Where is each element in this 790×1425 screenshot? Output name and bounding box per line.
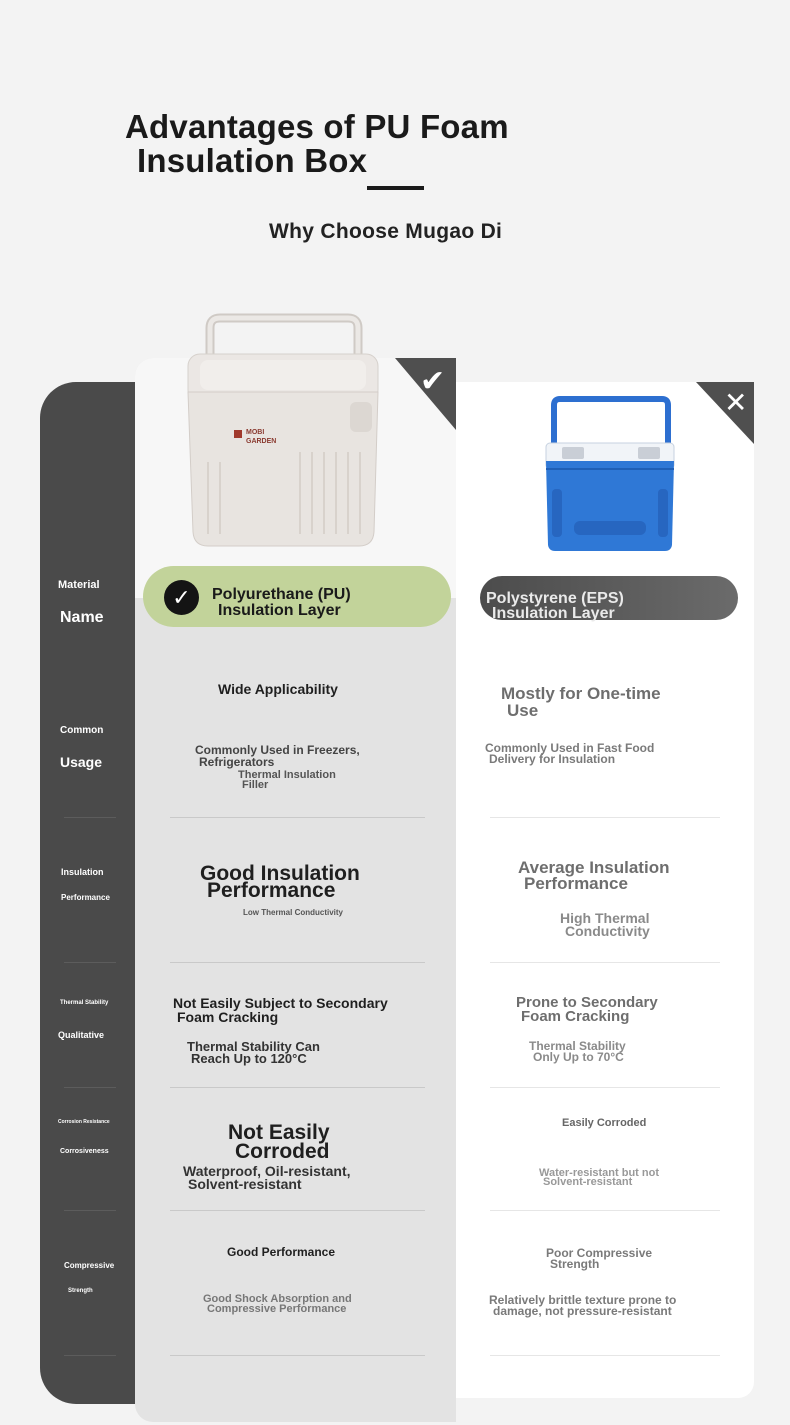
- eps-stability-detail: Thermal Stability Only Up to 70°C: [529, 1039, 626, 1064]
- eps-row-divider: [490, 1087, 720, 1088]
- pu-stability-heading: Not Easily Subject to Secondary Foam Cracking: [173, 995, 388, 1025]
- eps-corrosion-detail: Water-resistant but not Solvent-resistant: [539, 1167, 659, 1188]
- eps-insulation-detail: High Thermal Conductivity: [560, 910, 650, 939]
- label-divider: [64, 817, 116, 818]
- pu-usage-heading: Wide Applicability: [218, 681, 338, 697]
- pu-insulation-heading: Good Insulation Performance: [200, 862, 360, 902]
- page-subtitle: Why Choose Mugao Di: [269, 220, 503, 243]
- eps-cooler-image: [540, 395, 680, 553]
- checkmark-icon: ✔: [420, 365, 446, 398]
- pu-material-name: Polyurethane (PU) Insulation Layer: [212, 586, 351, 619]
- pu-usage-detail: Commonly Used in Freezers, Refrigerators: [195, 743, 360, 769]
- pu-usage-detail-2: Thermal Insulation Filler: [238, 769, 336, 791]
- page-title: [125, 110, 509, 178]
- title-line-1: Advantages of PU Foam: [125, 108, 509, 145]
- eps-compressive-heading: Poor Compressive Strength: [546, 1246, 653, 1271]
- row-label-corrosion-resistance: Corrosion Resistance: [58, 1119, 110, 1125]
- eps-row-divider: [490, 1355, 720, 1356]
- pu-insulation-detail: Low Thermal Conductivity: [243, 908, 344, 917]
- label-divider: [64, 1210, 116, 1211]
- pu-row-divider: [170, 1087, 425, 1088]
- label-divider: [64, 1087, 116, 1088]
- pu-row-divider: [170, 1355, 425, 1356]
- pu-compressive-detail: Good Shock Absorption and Compressive Performance: [203, 1293, 352, 1315]
- row-label-corrosiveness: Corrosiveness: [60, 1148, 109, 1155]
- eps-row-divider: [490, 962, 720, 963]
- row-label-usage: Usage: [60, 754, 103, 770]
- pu-corrosion-detail: Waterproof, Oil-resistant, Solvent-resistant: [183, 1163, 351, 1192]
- row-label-qualitative: Qualitative: [58, 1030, 105, 1040]
- row-label-compressive: Compressive: [64, 1261, 115, 1270]
- row-label-material: Material: [58, 579, 100, 591]
- pu-compressive-heading: Good Performance: [227, 1245, 336, 1259]
- pu-logo-line-1: MOBI: [246, 429, 265, 436]
- row-label-performance: Performance: [61, 893, 110, 902]
- eps-usage-heading: Mostly for One-time Use: [501, 684, 661, 720]
- pu-logo-line-2: GARDEN: [246, 438, 277, 445]
- eps-material-name: Polystyrene (EPS) Insulation Layer: [486, 590, 624, 622]
- pu-cooler-image: [180, 312, 385, 552]
- pu-row-divider: [170, 817, 425, 818]
- row-label-strength: Strength: [68, 1288, 93, 1294]
- row-label-thermal-stability: Thermal Stability: [60, 1000, 109, 1006]
- eps-usage-detail: Commonly Used in Fast Food Delivery for Insulation: [485, 741, 655, 766]
- row-label-name: Name: [60, 609, 104, 626]
- pu-row-divider: [170, 962, 425, 963]
- pu-stability-detail: Thermal Stability Can Reach Up to 120°C: [187, 1039, 320, 1066]
- check-circle-icon: ✓: [164, 580, 199, 615]
- row-label-insulation: Insulation: [61, 867, 104, 877]
- eps-row-divider: [490, 1210, 720, 1211]
- title-underline: [367, 186, 424, 190]
- label-divider: [64, 962, 116, 963]
- label-divider: [64, 1355, 116, 1356]
- title-line-2: Insulation Box: [137, 142, 368, 179]
- eps-corrosion-heading: Easily Corroded: [562, 1117, 647, 1129]
- pu-corrosion-heading: Not Easily Corroded: [228, 1121, 330, 1163]
- eps-insulation-heading: Average Insulation Performance: [518, 858, 670, 893]
- row-label-common: Common: [60, 725, 104, 736]
- pu-row-divider: [170, 1210, 425, 1211]
- eps-row-divider: [490, 817, 720, 818]
- eps-compressive-detail: Relatively brittle texture prone to damage, not pressure-resistant: [489, 1293, 677, 1318]
- eps-stability-heading: Prone to Secondary Foam Cracking: [516, 994, 658, 1025]
- cross-icon: ✕: [724, 387, 748, 418]
